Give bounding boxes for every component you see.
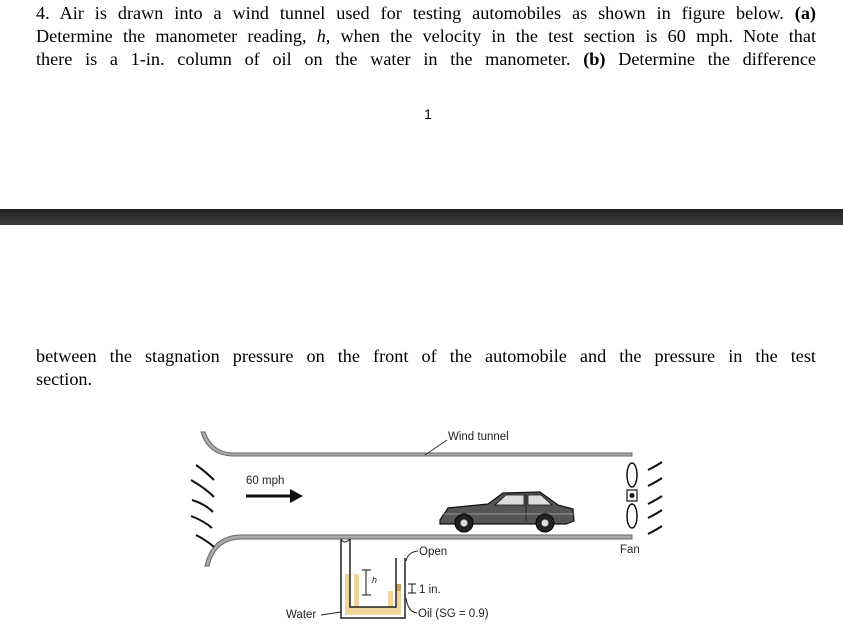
problem-line-2: Determine the manometer reading, h, when the velocity in the test section is 60 mph. Note that [36,26,816,46]
problem-line-5: section. [36,369,93,389]
page-break-bar [0,209,843,225]
outlet-flow-arrows [648,462,662,534]
problem-line-4: between the stagnation pressure on the front of the automobile and the pressure in the test [36,346,816,366]
problem-line-3: there is a 1-in. column of oil on the water in the manometer. (b) Determine the difference [36,49,816,69]
water-label: Water [286,609,317,621]
one-inch-label: 1 in. [419,584,441,596]
inlet-flow-arrows [191,465,214,547]
tunnel-top-wall [201,432,632,456]
h-label: h [372,575,378,585]
problem-line-1: 4. Air is drawn into a wind tunnel used for testing automobiles as shown in figure below. (a) [36,3,816,23]
problem-text-top [36,2,816,71]
wind-tunnel-label: Wind tunnel [448,431,509,443]
fan-label: Fan [620,544,640,556]
oil-leader [406,598,417,613]
open-label: Open [419,546,448,558]
water-leader [321,612,341,615]
wind-tunnel-figure [0,400,843,627]
problem-text-bottom [36,345,816,391]
speed-label: 60 mph [246,475,285,487]
speed-arrowhead [290,489,303,503]
oil-label: Oil (SG = 0.9) [418,608,489,620]
page-number: 1 [424,106,432,122]
fan-icon [627,463,637,528]
open-leader [406,551,418,561]
car-icon [440,492,575,532]
